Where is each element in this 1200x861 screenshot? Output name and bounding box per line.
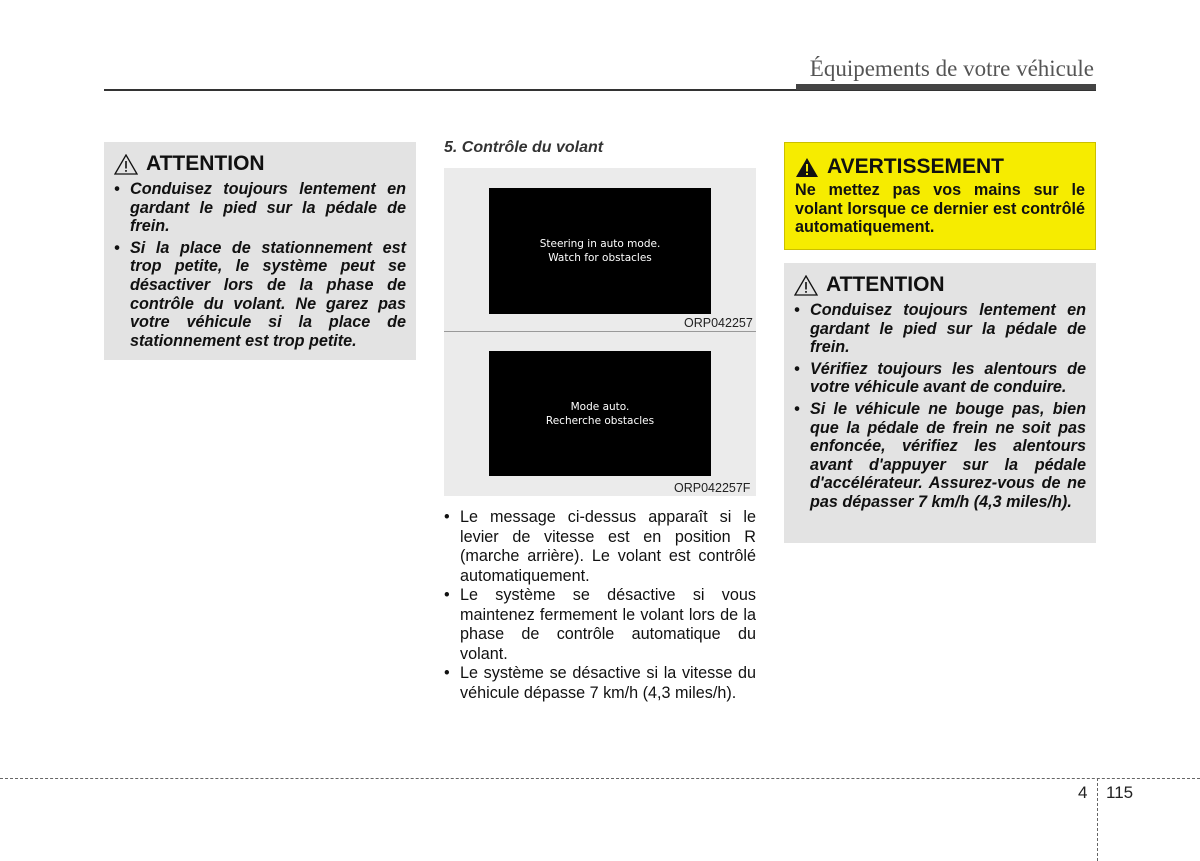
attention-title: ATTENTION [826,273,945,296]
list-item: • Conduisez toujours lentement en gardant le pied sur la pédale de frein. [794,301,1086,357]
page-number: 115 [1106,783,1134,802]
list-item: • Conduisez toujours lentement en gardant le pied sur la pédale de frein. [114,180,406,236]
screen-message: Mode auto. Recherche obstacles [545,400,655,427]
footer-rule [0,778,1200,779]
list-item: • Le système se désactive si la vitesse du véhicule dépasse 7 km/h (4,3 miles/h). [444,664,756,702]
list-item: • Si la place de stationnement est trop petite, le système peut se désactiver lors de la phase de contrôle du volant. Ne garez pas votre véhicule si la place de stationnement est trop petite. [114,238,406,350]
list-item: • Vérifiez toujours les alentours de votre véhicule avant de conduire. [794,359,1086,397]
attention-title: ATTENTION [146,152,265,175]
page-header-title: Équipements de votre véhicule [809,56,1094,81]
attention-box-right-header [794,273,1086,297]
figure-code: ORP042257F [674,481,751,495]
warning-text: Ne mettez pas vos mains sur le volant lorsque ce dernier est contrôlé automatiquement. [795,181,1085,236]
header-rule-accent [796,84,1096,90]
section-title: 5. Contrôle du volant [444,139,604,156]
screen-message: Steering in auto mode. Watch for obstacles [539,238,661,264]
warning-title: AVERTISSEMENT [827,155,1004,178]
display-screen-french [489,351,711,476]
warning-triangle-outline-icon [794,275,818,296]
attention-list-right [794,301,1086,512]
display-screen-english [489,188,711,314]
footer-vertical-rule [1097,778,1098,861]
attention-list-left [114,180,406,350]
warning-box [784,142,1096,250]
body-bullet-list [444,508,756,703]
warning-triangle-filled-icon [795,157,819,178]
attention-box-left [104,142,416,360]
warning-box-header [795,155,1085,179]
list-item: • Le système se désactive si vous maintenez fermement le volant lors de la phase de contrôle automatique du volant. [444,586,756,663]
figure-code: ORP042257 [684,316,753,330]
attention-box-left-header [114,152,406,176]
list-item: • Si le véhicule ne bouge pas, bien que la pédale de frein ne soit pas enfoncée, vérifiez les alentours avant d'appuyer sur la pédale d'accélérateur. Assurez-vous de ne pas dépasser 7 km/h (4,3 miles/h). [794,399,1086,511]
chapter-number: 4 [1078,783,1088,802]
attention-box-right [784,263,1096,543]
warning-triangle-outline-icon [114,154,138,175]
list-item: • Le message ci-dessus apparaît si le levier de vitesse est en position R (marche arrière). Le volant est contrôlé automatiquement. [444,508,756,585]
